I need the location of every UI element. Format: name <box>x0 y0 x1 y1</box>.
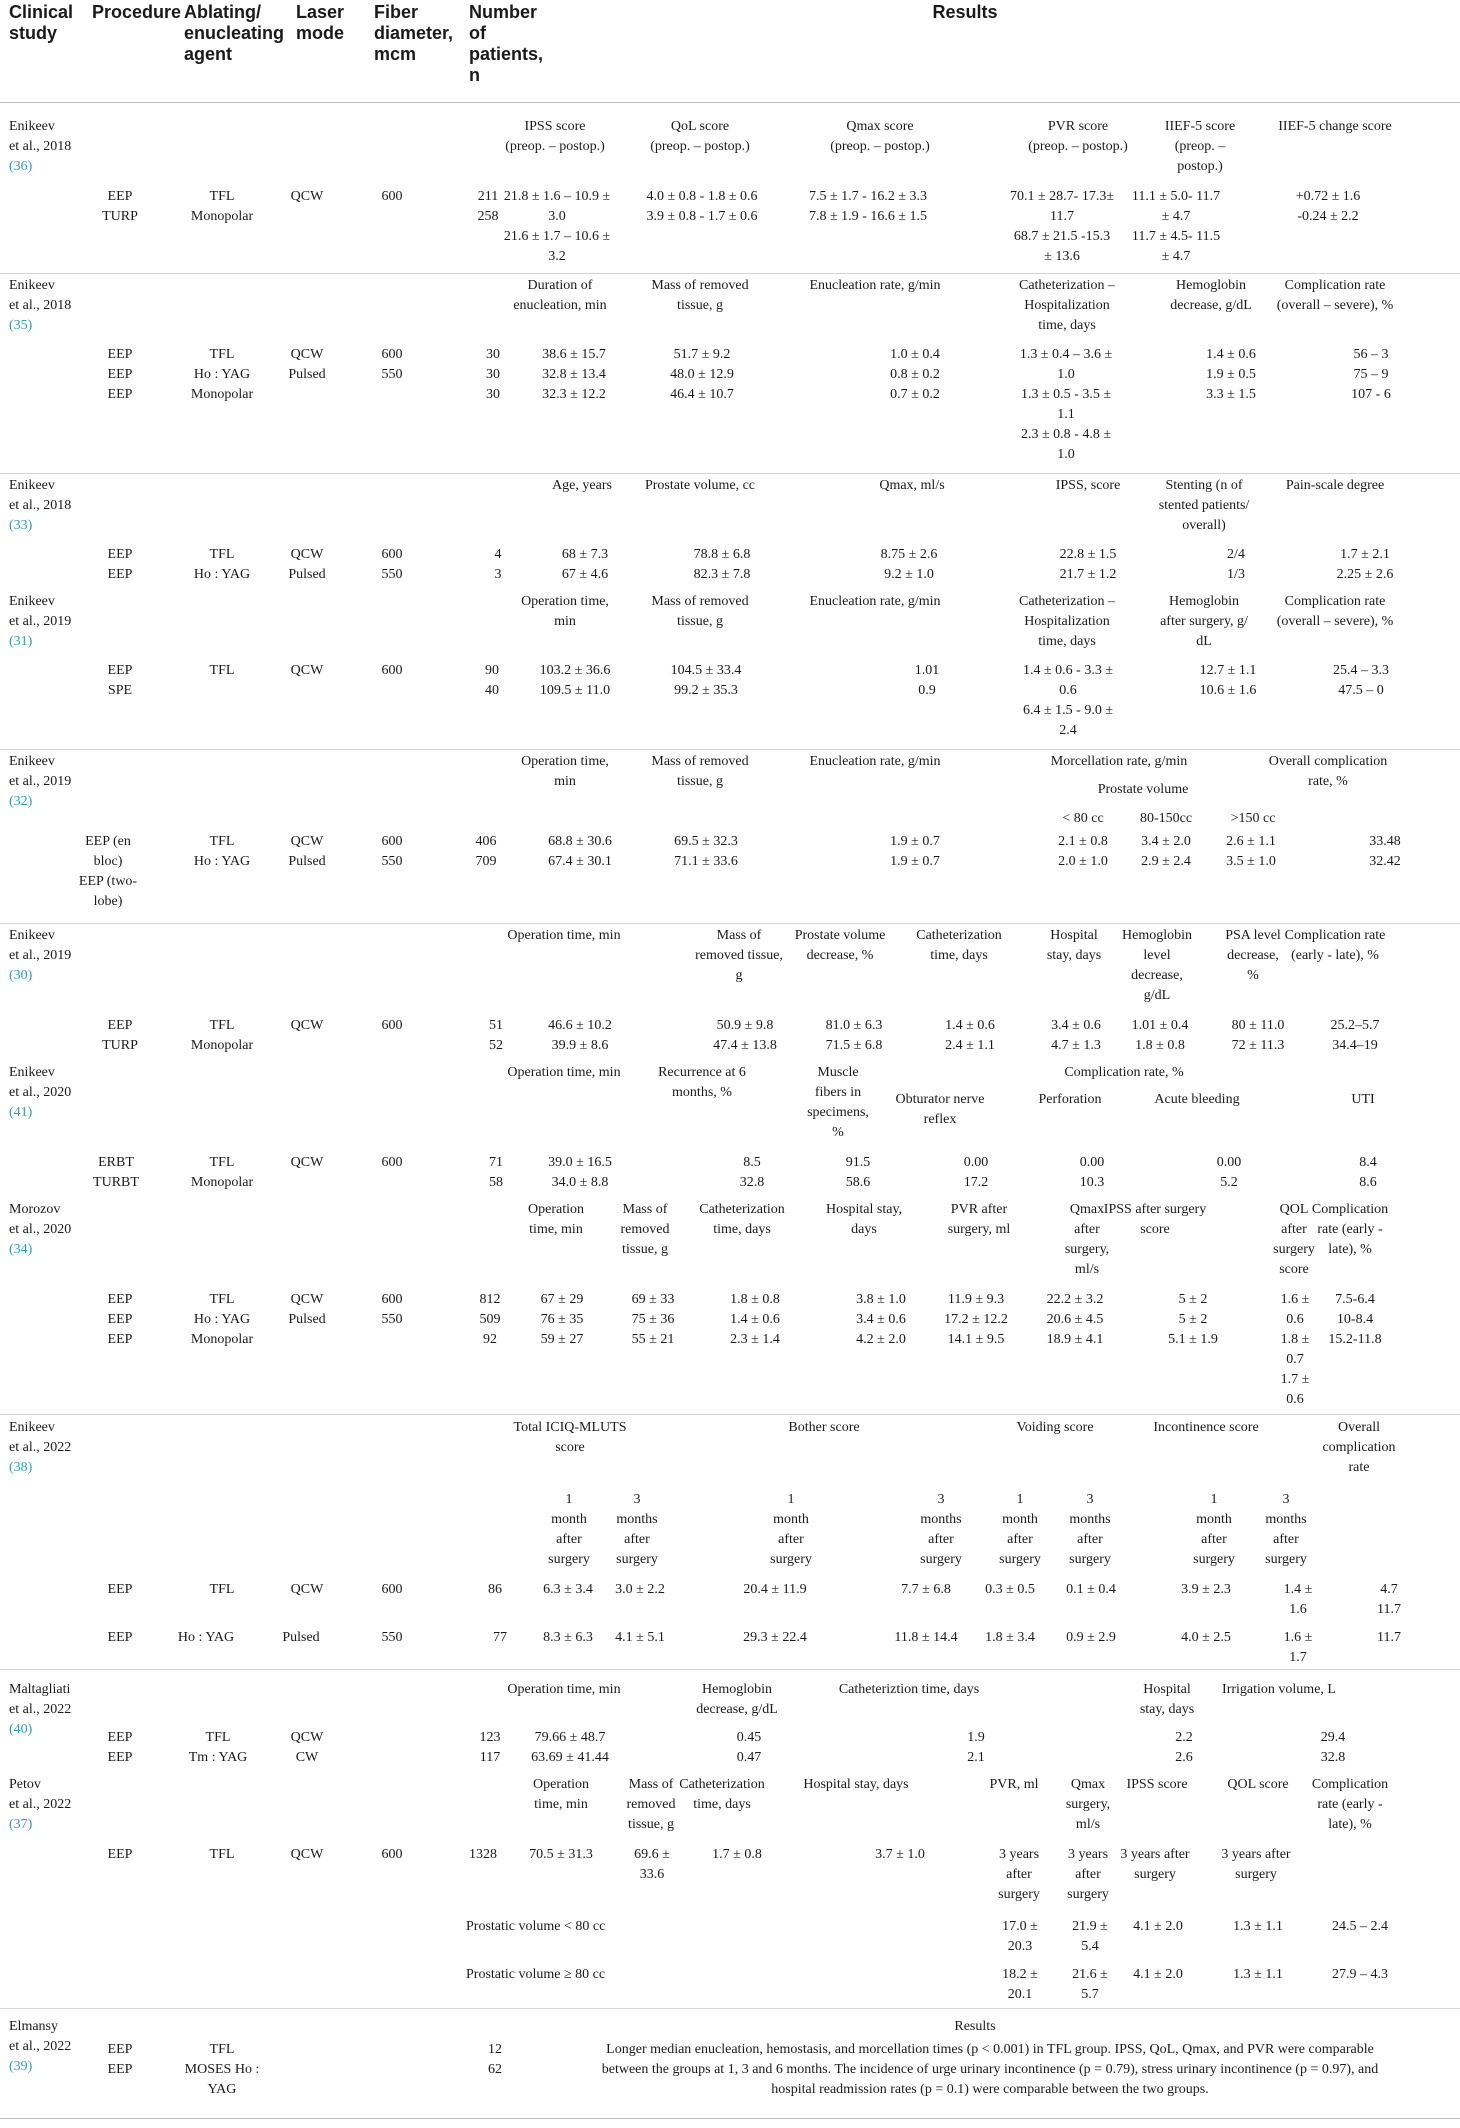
value-cell: 7.5-6.4 10-8.4 15.2-11.8 <box>1328 1292 1382 1347</box>
study-name: Enikeev et al., 2019 <box>9 754 72 789</box>
value-cell: 24.5 – 2.4 <box>1332 1919 1388 1934</box>
value-cell: +0.72 ± 1.6 -0.24 ± 2.2 <box>1295 189 1361 224</box>
sub-header: >150 cc <box>1230 811 1276 826</box>
value-cell: 67 ± 29 76 ± 35 59 ± 27 <box>540 1292 584 1347</box>
study-name: Enikeev et al., 2020 <box>9 1065 72 1100</box>
header-agent: Ablating/ enucleating agent <box>184 2 285 64</box>
col-header: Prostate volume <box>1097 782 1189 797</box>
fiber-cell: 600 <box>381 663 403 678</box>
sub-header: 80-150cc <box>1139 811 1193 826</box>
col-header: Incontinence score <box>1153 1420 1259 1435</box>
col-header: Operation time, min <box>521 754 609 789</box>
col-header: Duration of enucleation, min <box>513 278 607 313</box>
col-header: IPSS after surgery score <box>1103 1202 1207 1237</box>
header-clinical-study: Clinical study <box>9 2 74 43</box>
col-header: Morcellation rate, g/min <box>1050 754 1188 769</box>
reference-link[interactable]: (39) <box>9 2059 33 2074</box>
col-header: Mass of removed tissue, g <box>651 594 749 629</box>
col-header: IPSS, score <box>1055 478 1121 493</box>
row-divider <box>0 273 1460 274</box>
agent-cell: TFL Ho : YAG Monopolar <box>190 1292 254 1347</box>
value-cell: 50.9 ± 9.8 47.4 ± 13.8 <box>713 1018 777 1053</box>
fiber-cell: 600 <box>381 1582 403 1597</box>
col-header: Total ICIQ-MLUTS score <box>513 1420 627 1455</box>
value-cell: 1.4 ± 0.6 - 3.3 ± 0.6 6.4 ± 1.5 - 9.0 ± 2.4 <box>1022 663 1114 738</box>
value-cell: 0.00 17.2 <box>963 1155 989 1190</box>
header-patients: Number of patients, n <box>469 2 544 85</box>
value-cell: 1.9 2.1 <box>967 1730 985 1765</box>
patients-cell: 123 117 <box>479 1730 501 1765</box>
value-cell: 6.3 ± 3.4 <box>543 1582 593 1597</box>
laser-mode-cell: QCW <box>290 1155 324 1170</box>
col-header: Hospital stay, days <box>825 1202 903 1237</box>
results-summary: Longer median enucleation, hemostasis, and morcellation times (p < 0.001) in TFL group. IPSS, QoL, Qmax, and PVR were comparable between the groups at 1, 3 and 6 months. The incidence of urge urinary incontinence (p = 0.79), stress urinary incontinence (p = 0.97), and hospital readmission rates (p = 0.1) were comparable between the two groups. <box>601 2042 1379 2097</box>
value-cell: 8.3 ± 6.3 <box>543 1630 593 1645</box>
agent-cell: TFL Ho : YAG <box>193 834 251 869</box>
study-name: Maltagliati et al., 2022 <box>9 1682 72 1717</box>
agent-cell: TFL Tm : YAG <box>188 1730 248 1765</box>
value-cell: 78.8 ± 6.8 82.3 ± 7.8 <box>693 547 751 582</box>
fiber-cell: 600 <box>381 1847 403 1862</box>
value-cell: 3 years after surgery <box>998 1847 1040 1902</box>
row-divider <box>0 1414 1460 1415</box>
agent-cell: TFL <box>209 1847 235 1862</box>
value-cell: 1.7 ± 2.1 2.25 ± 2.6 <box>1336 547 1394 582</box>
laser-mode-cell: QCW <box>290 1582 324 1597</box>
patients-cell: 71 58 <box>489 1155 503 1190</box>
agent-cell: Ho : YAG <box>177 1630 235 1645</box>
value-cell: 3.8 ± 1.0 3.4 ± 0.6 4.2 ± 2.0 <box>856 1292 906 1347</box>
value-cell: 68 ± 7.3 67 ± 4.6 <box>561 547 609 582</box>
fiber-cell: 600 <box>381 1018 403 1033</box>
reference-link[interactable]: (36) <box>9 159 33 174</box>
col-header: Mass of removed tissue, g <box>626 1777 676 1832</box>
study-name: Elmansy et al., 2022 <box>9 2019 72 2054</box>
procedure-cell: EEP EEP EEP <box>107 347 133 402</box>
col-header: Enucleation rate, g/min <box>809 278 941 293</box>
procedure-cell: EEP <box>107 1630 133 1645</box>
procedure-cell: ERBT TURBT <box>93 1155 139 1190</box>
value-cell: 25.2–5.7 34.4–19 <box>1330 1018 1380 1053</box>
col-header: Operation time, min <box>528 1202 584 1237</box>
value-cell: 22.2 ± 3.2 20.6 ± 4.5 18.9 ± 4.1 <box>1046 1292 1104 1347</box>
study-name: Enikeev et al., 2018 <box>9 478 72 513</box>
col-header: Overall complication rate, % <box>1268 754 1388 789</box>
sub-header: 3 months after surgery <box>1069 1492 1111 1567</box>
value-cell: 80 ± 11.0 72 ± 11.3 <box>1231 1018 1285 1053</box>
col-header: Complication rate (early - late), % <box>1311 1777 1389 1832</box>
col-header: Operation time, min <box>507 1682 621 1697</box>
value-cell: 0.1 ± 0.4 <box>1066 1582 1116 1597</box>
value-cell: 17.0 ± 20.3 <box>1002 1919 1038 1954</box>
laser-mode-cell: QCW Pulsed <box>288 1292 326 1327</box>
sub-header: 1 month after surgery <box>999 1492 1041 1567</box>
value-cell: 11.1 ± 5.0- 11.7 ± 4.7 11.7 ± 4.5- 11.5 ± 4.7 <box>1131 189 1221 264</box>
value-cell: 1.3 ± 1.1 <box>1233 1967 1283 1982</box>
value-cell: 3 years after surgery <box>1120 1847 1190 1882</box>
col-header: Hospital stay, days <box>1139 1682 1195 1717</box>
laser-mode-cell: QCW <box>290 189 324 204</box>
col-header: Catheterization – Hospitalization time, days <box>1018 278 1116 333</box>
value-cell: 21.9 ± 5.4 <box>1072 1919 1108 1954</box>
reference-link[interactable]: (34) <box>9 1242 33 1257</box>
value-cell: 0.45 0.47 <box>736 1730 762 1765</box>
col-header: PVR after surgery, ml <box>947 1202 1011 1237</box>
sub-header: 3 months after surgery <box>1265 1492 1307 1567</box>
col-header: Operation time, min <box>521 594 609 629</box>
value-cell: 5 ± 2 5 ± 2 5.1 ± 1.9 <box>1168 1292 1218 1347</box>
fiber-cell: 600 550 <box>381 347 403 382</box>
value-cell: 70.5 ± 31.3 <box>529 1847 593 1862</box>
procedure-cell: EEP EEP <box>107 547 133 582</box>
agent-cell: TFL Ho : YAG <box>193 547 251 582</box>
agent-cell: TFL <box>209 663 235 678</box>
value-cell: 1.6 ± 0.6 1.8 ± 0.7 1.7 ± 0.6 <box>1280 1292 1310 1407</box>
sub-header: 1 month after surgery <box>770 1492 812 1567</box>
value-cell: 3.9 ± 2.3 <box>1181 1582 1231 1597</box>
value-cell: 21.6 ± 5.7 <box>1072 1967 1108 2002</box>
value-cell: 3.4 ± 2.0 2.9 ± 2.4 <box>1141 834 1191 869</box>
study-name: Enikeev et al., 2022 <box>9 1420 72 1455</box>
patients-cell: 51 52 <box>489 1018 503 1053</box>
col-header: Stenting (n of stented patients/ overall) <box>1158 478 1250 533</box>
procedure-cell: EEP EEP <box>107 2042 133 2077</box>
value-cell: 56 – 3 75 – 9 107 - 6 <box>1351 347 1391 402</box>
value-cell: 1.8 ± 0.8 1.4 ± 0.6 2.3 ± 1.4 <box>730 1292 780 1347</box>
row-divider <box>0 1669 1460 1670</box>
col-header: Qmax, ml/s <box>879 478 945 493</box>
value-cell: 0.00 5.2 <box>1216 1155 1242 1190</box>
col-header: Prostate volume, cc <box>644 478 756 493</box>
laser-mode-cell: QCW <box>290 1847 324 1862</box>
patients-cell: 30 30 30 <box>486 347 500 402</box>
col-header: Complication rate (early - late), % <box>1311 1202 1389 1257</box>
study-name: Enikeev et al., 2018 <box>9 119 72 154</box>
value-cell: 3.0 ± 2.2 <box>615 1582 665 1597</box>
col-header: Recurrence at 6 months, % <box>658 1065 746 1100</box>
col-header: Complication rate, % <box>1064 1065 1184 1080</box>
col-header: IPSS score (preop. – postop.) <box>505 119 605 154</box>
procedure-cell: EEP EEP <box>107 1730 133 1765</box>
value-cell: 1.9 ± 0.7 1.9 ± 0.7 <box>890 834 940 869</box>
col-header: UTI <box>1351 1092 1375 1107</box>
col-header: QoL score (preop. – postop.) <box>650 119 750 154</box>
value-cell: 69.6 ± 33.6 <box>634 1847 670 1882</box>
value-cell: 2.1 ± 0.8 2.0 ± 1.0 <box>1058 834 1108 869</box>
study-name: Enikeev et al., 2019 <box>9 594 72 629</box>
value-cell: 4.1 ± 2.0 <box>1133 1919 1183 1934</box>
procedure-cell: EEP <box>107 1582 133 1597</box>
header-procedure: Procedure <box>92 2 182 22</box>
procedure-cell: EEP EEP EEP <box>107 1292 133 1347</box>
col-header: Qmax score (preop. – postop.) <box>830 119 930 154</box>
procedure-cell: EEP TURP <box>102 1018 138 1053</box>
col-header: Catheterization time, days <box>916 928 1002 963</box>
value-cell: 3 years after surgery <box>1067 1847 1109 1902</box>
col-header: Catheterization time, days <box>679 1777 765 1812</box>
procedure-cell: EEP <box>107 1847 133 1862</box>
col-header: Mass of removed tissue, g <box>620 1202 670 1257</box>
value-cell: 38.6 ± 15.7 32.8 ± 13.4 32.3 ± 12.2 <box>542 347 606 402</box>
value-cell: 4.1 ± 2.0 <box>1133 1967 1183 1982</box>
laser-mode-cell: QCW Pulsed <box>288 834 326 869</box>
value-cell: 39.0 ± 16.5 34.0 ± 8.8 <box>548 1155 612 1190</box>
value-cell: 46.6 ± 10.2 39.9 ± 8.6 <box>548 1018 612 1053</box>
col-header: Hospital stay, days <box>1046 928 1102 963</box>
value-cell: 25.4 – 3.3 47.5 – 0 <box>1333 663 1389 698</box>
value-cell: 8.75 ± 2.6 9.2 ± 1.0 <box>880 547 938 582</box>
sub-header: 3 months after surgery <box>920 1492 962 1567</box>
procedure-cell: EEP SPE <box>107 663 133 698</box>
reference-link[interactable]: (31) <box>9 634 33 649</box>
value-cell: 22.8 ± 1.5 21.7 ± 1.2 <box>1059 547 1117 582</box>
subgroup-label: Prostatic volume ≥ 80 cc <box>466 1967 606 1982</box>
col-header: Hemoglobin level decrease, g/dL <box>1122 928 1192 1003</box>
value-cell: 12.7 ± 1.1 10.6 ± 1.6 <box>1199 663 1257 698</box>
patients-cell: 406 709 <box>475 834 497 869</box>
subgroup-label: Prostatic volume < 80 cc <box>466 1919 606 1934</box>
sub-header: 3 months after surgery <box>616 1492 658 1567</box>
reference-link[interactable]: (41) <box>9 1105 33 1120</box>
col-header: Perforation <box>1038 1092 1102 1107</box>
procedure-cell: EEP TURP <box>102 189 138 224</box>
col-header: Complication rate (overall – severe), % <box>1276 594 1394 629</box>
col-header: Operation time, min <box>507 1065 621 1080</box>
patients-cell: 86 <box>488 1582 502 1597</box>
fiber-cell: 600 550 <box>381 834 403 869</box>
laser-mode-cell: QCW CW <box>290 1730 324 1765</box>
sub-header: 1 month after surgery <box>548 1492 590 1567</box>
col-header: Acute bleeding <box>1154 1092 1240 1107</box>
col-header: Complication rate (overall – severe), % <box>1276 278 1394 313</box>
reference-link[interactable]: (37) <box>9 1817 33 1832</box>
header-laser-mode: Laser mode <box>296 2 345 43</box>
reference-link[interactable]: (35) <box>9 318 33 333</box>
col-header: Complication rate (early - late), % <box>1284 928 1386 963</box>
header-fiber-diameter: Fiber diameter, mcm <box>374 2 454 64</box>
reference-link[interactable]: (40) <box>9 1722 33 1737</box>
study-name: Petov et al., 2022 <box>9 1777 72 1812</box>
value-cell: 1.8 ± 3.4 <box>985 1630 1035 1645</box>
value-cell: 11.8 ± 14.4 <box>894 1630 958 1645</box>
fiber-cell: 600 550 <box>381 547 403 582</box>
row-divider <box>0 923 1460 924</box>
agent-cell: TFL Monopolar <box>190 1155 254 1190</box>
col-header: Results <box>954 2019 996 2034</box>
col-header: Catheterization – Hospitalization time, days <box>1018 594 1116 649</box>
agent-cell: TFL <box>209 1582 235 1597</box>
col-header: Age, years <box>552 478 612 493</box>
value-cell: 68.8 ± 30.6 67.4 ± 30.1 <box>548 834 612 869</box>
col-header: Muscle fibers in specimens, % <box>807 1065 869 1140</box>
col-header: Obturator nerve reflex <box>895 1092 985 1127</box>
value-cell: 7.5 ± 1.7 - 16.2 ± 3.3 7.8 ± 1.9 - 16.6 ± 1.5 <box>808 189 928 224</box>
patients-cell: 812 509 92 <box>479 1292 501 1347</box>
reference-link[interactable]: (33) <box>9 518 33 533</box>
value-cell: 20.4 ± 11.9 <box>743 1582 807 1597</box>
study-name: Morozov et al., 2020 <box>9 1202 72 1237</box>
value-cell: 21.8 ± 1.6 – 10.9 ± 3.0 21.6 ± 1.7 – 10.6 ± 3.2 <box>503 189 611 264</box>
reference-link[interactable]: (30) <box>9 968 33 983</box>
patients-cell: 12 62 <box>488 2042 502 2077</box>
sub-header: 1 month after surgery <box>1193 1492 1235 1567</box>
value-cell: 3.4 ± 0.6 4.7 ± 1.3 <box>1051 1018 1101 1053</box>
value-cell: 69 ± 33 75 ± 36 55 ± 21 <box>631 1292 675 1347</box>
study-name: Enikeev et al., 2019 <box>9 928 72 963</box>
col-header: Prostate volume decrease, % <box>794 928 886 963</box>
value-cell: 1.4 ± 0.6 1.9 ± 0.5 3.3 ± 1.5 <box>1206 347 1256 402</box>
value-cell: 1.3 ± 1.1 <box>1233 1919 1283 1934</box>
row-divider <box>0 473 1460 474</box>
value-cell: 29.4 32.8 <box>1320 1730 1346 1765</box>
header-results: Results <box>932 2 998 22</box>
laser-mode-cell: QCW Pulsed <box>288 547 326 582</box>
value-cell: 2/4 1/3 <box>1227 547 1245 582</box>
col-header: Mass of removed tissue, g <box>695 928 783 983</box>
fiber-cell: 600 <box>381 1155 403 1170</box>
value-cell: 18.2 ± 20.1 <box>1002 1967 1038 2002</box>
col-header: Pain-scale degree <box>1285 478 1385 493</box>
value-cell: 4.7 11.7 <box>1377 1582 1401 1617</box>
col-header: PVR, ml <box>989 1777 1039 1792</box>
laser-mode-cell: QCW <box>290 663 324 678</box>
value-cell: 0.00 10.3 <box>1079 1155 1105 1190</box>
col-header: Qmax surgery, ml/s <box>1065 1777 1111 1832</box>
col-header: Mass of removed tissue, g <box>651 754 749 789</box>
agent-cell: TFL Ho : YAG Monopolar <box>190 347 254 402</box>
header-rule <box>0 102 1460 103</box>
fiber-cell: 600 <box>381 189 403 204</box>
value-cell: 1.4 ± 1.6 <box>1283 1582 1313 1617</box>
patients-cell: 4 3 <box>494 547 502 582</box>
value-cell: 1.0 ± 0.4 0.8 ± 0.2 0.7 ± 0.2 <box>890 347 940 402</box>
col-header: QOL score <box>1227 1777 1289 1792</box>
agent-cell: TFL Monopolar <box>190 189 254 224</box>
col-header: PSA level decrease, % <box>1225 928 1281 983</box>
col-header: Operation time, min <box>533 1777 589 1812</box>
value-cell: 8.4 8.6 <box>1359 1155 1377 1190</box>
value-cell: 1.4 ± 0.6 2.4 ± 1.1 <box>945 1018 995 1053</box>
value-cell: 11.9 ± 9.3 17.2 ± 12.2 14.1 ± 9.5 <box>944 1292 1008 1347</box>
reference-link[interactable]: (38) <box>9 1460 33 1475</box>
col-header: Irrigation volume, L <box>1222 1682 1336 1697</box>
value-cell: 7.7 ± 6.8 <box>901 1582 951 1597</box>
laser-mode-cell: QCW <box>290 1018 324 1033</box>
procedure-cell: EEP (en bloc) EEP (two- lobe) <box>78 834 138 909</box>
value-cell: 4.0 ± 0.8 - 1.8 ± 0.6 3.9 ± 0.8 - 1.7 ± 0.6 <box>646 189 758 224</box>
value-cell: 69.5 ± 32.3 71.1 ± 33.6 <box>674 834 738 869</box>
row-divider <box>0 2008 1460 2009</box>
col-header: Hemoglobin decrease, g/dL <box>696 1682 778 1717</box>
col-header: IPSS score <box>1126 1777 1188 1792</box>
value-cell: 1.01 ± 0.4 1.8 ± 0.8 <box>1131 1018 1189 1053</box>
col-header: Hemoglobin decrease, g/dL <box>1170 278 1252 313</box>
value-cell: 4.0 ± 2.5 <box>1181 1630 1231 1645</box>
col-header: IIEF-5 change score <box>1278 119 1392 134</box>
value-cell: 81.0 ± 6.3 71.5 ± 6.8 <box>825 1018 883 1053</box>
value-cell: 51.7 ± 9.2 48.0 ± 12.9 46.4 ± 10.7 <box>670 347 734 402</box>
col-header: Voiding score <box>1016 1420 1094 1435</box>
value-cell: 27.9 – 4.3 <box>1332 1967 1388 1982</box>
value-cell: 4.1 ± 5.1 <box>615 1630 665 1645</box>
fiber-cell: 600 550 <box>381 1292 403 1327</box>
value-cell: 33.48 32.42 <box>1369 834 1401 869</box>
value-cell: 0.9 ± 2.9 <box>1066 1630 1116 1645</box>
value-cell: 2.2 2.6 <box>1175 1730 1193 1765</box>
sub-header: < 80 cc <box>1062 811 1104 826</box>
value-cell: 79.66 ± 48.7 63.69 ± 41.44 <box>531 1730 609 1765</box>
value-cell: 91.5 58.6 <box>845 1155 871 1190</box>
col-header: IIEF-5 score (preop. – postop.) <box>1164 119 1236 174</box>
patients-cell: 1328 <box>469 1847 497 1862</box>
col-header: Mass of removed tissue, g <box>651 278 749 313</box>
value-cell: 104.5 ± 33.4 99.2 ± 35.3 <box>670 663 742 698</box>
value-cell: 1.3 ± 0.4 – 3.6 ± 1.0 1.3 ± 0.5 - 3.5 ± 1.1 2.3 ± 0.8 - 4.8 ± 1.0 <box>1019 347 1113 462</box>
value-cell: 3.7 ± 1.0 <box>875 1847 925 1862</box>
value-cell: 1.01 0.9 <box>914 663 940 698</box>
col-header: Enucleation rate, g/min <box>809 754 941 769</box>
value-cell: 2.6 ± 1.1 3.5 ± 1.0 <box>1226 834 1276 869</box>
fiber-cell: 550 <box>381 1630 403 1645</box>
table-bottom-rule <box>0 2118 1460 2119</box>
col-header: Hemoglobin after surgery, g/ dL <box>1160 594 1248 649</box>
col-header: Operation time, min <box>507 928 621 943</box>
col-header: PVR score (preop. – postop.) <box>1028 119 1128 154</box>
col-header: Qmax after surgery, ml/s <box>1064 1202 1110 1277</box>
value-cell: 70.1 ± 28.7- 17.3± 11.7 68.7 ± 21.5 -15.3 ± 13.6 <box>1009 189 1115 264</box>
patients-cell: 77 <box>493 1630 507 1645</box>
col-header: Catheterization time, days <box>699 1202 785 1237</box>
col-header: Enucleation rate, g/min <box>809 594 941 609</box>
value-cell: 3 years after surgery <box>1221 1847 1291 1882</box>
laser-mode-cell: QCW Pulsed <box>288 347 326 382</box>
patients-cell: 211 258 <box>477 189 499 224</box>
value-cell: 1.6 ± 1.7 <box>1283 1630 1313 1665</box>
col-header: Hospital stay, days <box>803 1777 909 1792</box>
agent-cell: TFL Monopolar <box>190 1018 254 1053</box>
reference-link[interactable]: (32) <box>9 794 33 809</box>
agent-cell: TFL MOSES Ho : YAG <box>184 2042 260 2097</box>
value-cell: 0.3 ± 0.5 <box>985 1582 1035 1597</box>
value-cell: 29.3 ± 22.4 <box>743 1630 807 1645</box>
patients-cell: 90 40 <box>485 663 499 698</box>
value-cell: 11.7 <box>1377 1630 1401 1645</box>
study-name: Enikeev et al., 2018 <box>9 278 72 313</box>
row-divider <box>0 749 1460 750</box>
value-cell: 8.5 32.8 <box>739 1155 765 1190</box>
col-header: Overall complication rate <box>1322 1420 1396 1475</box>
value-cell: 103.2 ± 36.6 109.5 ± 11.0 <box>539 663 611 698</box>
laser-mode-cell: Pulsed <box>282 1630 320 1645</box>
col-header: Catheteriztion time, days <box>838 1682 980 1697</box>
value-cell: 1.7 ± 0.8 <box>712 1847 762 1862</box>
col-header: Bother score <box>788 1420 860 1435</box>
col-header: QOL after surgery score <box>1273 1202 1315 1277</box>
